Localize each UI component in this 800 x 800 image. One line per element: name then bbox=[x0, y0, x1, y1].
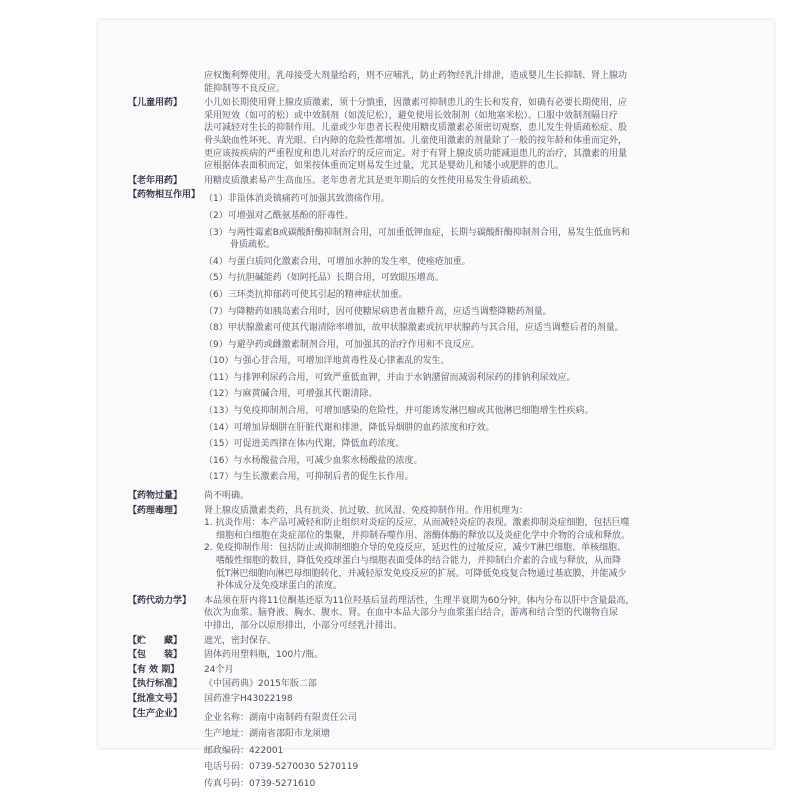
text-line: 肾上腺皮质激素类药，具有抗炎、抗过敏、抗风湿、免疫抑制作用。作用机理为： bbox=[204, 505, 529, 516]
elderly-text bbox=[204, 175, 768, 188]
list-item bbox=[204, 227, 768, 252]
text-line: （3）与两性霉素B或碳酸酐酶抑制剂合用，可加重低钾血症，长期与碳酸酐酶抑制剂合用，易发生低血钙和 bbox=[204, 227, 630, 238]
section-label: 【儿童用药】 bbox=[128, 98, 183, 109]
list-item bbox=[204, 272, 768, 285]
text-line: （14）可增加异烟肼在肝脏代谢和排泄，降低异烟肼的血药浓度和疗效。 bbox=[204, 422, 495, 433]
list-item bbox=[204, 193, 768, 206]
list-item bbox=[204, 339, 768, 352]
approval-text: 国药准字H43022198 bbox=[204, 693, 293, 704]
section-label-empty bbox=[128, 70, 204, 95]
text-line: 应权衡利弊使用。乳母接受大剂量给药，则不应哺乳，防止药物经乳汁排泄，造成婴儿生长抑制、肾上腺功 bbox=[204, 71, 628, 81]
text-line: 小儿如长期使用肾上腺皮质激素，须十分慎重，因激素可抑制患儿的生长和发育，如确有必要长期使用，应 bbox=[204, 98, 628, 109]
section-label: 【执行标准】 bbox=[128, 679, 183, 690]
text-line: （15）可促进美西律在体内代谢，降低血药浓度。 bbox=[204, 439, 405, 450]
list-item bbox=[204, 405, 768, 418]
text-line: （8）甲状腺激素可使其代谢清除率增加，故甲状腺激素或抗甲状腺药与其合用，应适当调整后者的剂量。 bbox=[204, 323, 624, 334]
section-label: 【贮 藏】 bbox=[128, 635, 183, 646]
text-line: 嗜酸性细胞的数目，降低免疫球蛋白与细胞表面受体的结合能力，并抑制白介素的合成与释放，从而降 bbox=[216, 556, 622, 566]
section-expiry bbox=[128, 664, 768, 677]
text-line: 细胞和白细胞在炎症部位的集聚，并抑制吞噬作用、溶酶体酶的释放以及炎症化学中介物的合成和释放。 bbox=[216, 530, 631, 541]
manufacturer-line: 生产地址：湖南省邵阳市龙须塘 bbox=[204, 729, 331, 740]
section-label: 【批准文号】 bbox=[128, 693, 183, 704]
manufacturer-line: 邮政编码：422001 bbox=[204, 745, 284, 756]
pharmacokinetics-text bbox=[204, 595, 768, 633]
text-line: 更应该按疾病的严重程度和患儿对治疗的反应而定。对于有肾上腺皮质功能减退患儿的治疗，其激素的用量 bbox=[204, 148, 628, 159]
section-label: 【药代动力学】 bbox=[128, 595, 192, 606]
section-label: 【药物过量】 bbox=[128, 491, 183, 502]
children-text bbox=[204, 97, 768, 173]
text-line: 尚不明确。 bbox=[204, 491, 250, 502]
section-interactions bbox=[128, 189, 768, 488]
standard-text: 《中国药典》2015年版二部 bbox=[204, 679, 317, 690]
text-line: 依次为血浆、脑脊液、胸水、腹水、肾。在血中本品大部分与血浆蛋白结合，游离和结合型的代谢物自尿 bbox=[204, 608, 619, 619]
expiry-text: 24个月 bbox=[204, 664, 234, 675]
section-overdose bbox=[128, 490, 768, 503]
package-text: 固体药用塑料瓶，100片/瓶。 bbox=[204, 650, 324, 661]
section-pharmacokinetics bbox=[128, 595, 768, 633]
text-line: 法可减轻对生长的抑制作用。儿童或少年患者长程使用糖皮质激素必须密切观察，患儿发生骨质疏松症、股 bbox=[204, 123, 628, 134]
list-item bbox=[204, 422, 768, 435]
manufacturer-line: 电话号码：0739-5270030 5270119 bbox=[204, 762, 359, 773]
storage-text: 遮光，密封保存。 bbox=[204, 635, 277, 646]
manufacturer-line: 企业名称：湖南中南制药有限责任公司 bbox=[204, 712, 358, 723]
text-line: 本品须在肝内将11位酮基还原为11位羟基后显药理活性，生理半衰期为60分钟。体内分布以肝中含量最高， bbox=[204, 595, 635, 606]
text-line: （5）与抗胆碱能药（如阿托品）长期合用，可致眼压增高。 bbox=[204, 273, 444, 284]
section-children bbox=[128, 97, 768, 173]
manufacturer-line: 传真号码：0739-5271610 bbox=[204, 778, 316, 789]
list-item bbox=[204, 355, 768, 368]
section-storage bbox=[128, 635, 768, 648]
text-line: （9）与避孕药或雌激素制剂合用，可加强其的治疗作用和不良反应。 bbox=[204, 339, 480, 350]
section-label: 【药物相互作用】 bbox=[128, 190, 201, 201]
text-line: 低T淋巴细胞向淋巴母细胞转化，并减轻原发免疫反应的扩展。可降低免疫复合物通过基底膜，并能减少 bbox=[216, 568, 627, 579]
text-line: 骨质疏松。 bbox=[230, 240, 276, 251]
overdose-text bbox=[204, 490, 768, 503]
text-line: （4）与蛋白质同化激素合用，可增加水肿的发生率，使痤疮加重。 bbox=[204, 256, 471, 267]
text-line: （13）与免疫抑制剂合用，可增加感染的危险性，并可能诱发淋巴瘤或其他淋巴细胞增生性疾病。 bbox=[204, 406, 594, 417]
list-item bbox=[204, 210, 768, 223]
text-line: 采用短效（如可的松）或中效制剂（如泼尼松），避免使用长效制剂（如地塞米松）。口服中效制剂隔日疗 bbox=[204, 110, 619, 121]
section-label: 【药理毒理】 bbox=[128, 505, 183, 516]
section-package bbox=[128, 649, 768, 662]
list-item bbox=[204, 372, 768, 385]
text-line: 骨头缺血性坏死、青光眼、白内障的危险性都增加。儿童使用激素的剂量除了一般的按年龄和体重而定外， bbox=[204, 135, 628, 146]
lactation-text bbox=[204, 70, 768, 95]
text-line: （11）与排钾利尿药合用，可致严重低血钾，并由于水钠潴留而减弱利尿药的排钠利尿效应。 bbox=[204, 372, 576, 383]
section-lactation-continued bbox=[128, 70, 768, 95]
leaflet-paper bbox=[98, 20, 774, 789]
text-line: （2）可增强对乙酰氨基酚的肝毒性。 bbox=[204, 210, 354, 221]
section-label: 【生产企业】 bbox=[128, 708, 183, 719]
list-item bbox=[204, 455, 768, 468]
section-label: 【有 效 期】 bbox=[128, 664, 180, 675]
list-item bbox=[204, 322, 768, 335]
section-approval bbox=[128, 693, 768, 706]
text-line: 2. 免疫抑制作用：包括防止或抑制细胞介导的免疫反应，延迟性的过敏反应，减少T淋巴细胞、单核细胞、 bbox=[204, 543, 626, 554]
list-item bbox=[204, 289, 768, 302]
list-item bbox=[204, 388, 768, 401]
text-line: （7）与降糖药如胰岛素合用时，因可使糖尿病患者血糖升高，应适当调整降糖药剂量。 bbox=[204, 306, 552, 317]
manufacturer-text bbox=[204, 708, 768, 795]
text-line: （17）与生长激素合用，可抑制后者的促生长作用。 bbox=[204, 472, 414, 483]
list-item bbox=[204, 306, 768, 319]
text-line: 补体成分及免疫球蛋白的浓度。 bbox=[216, 581, 343, 592]
section-pharmacology bbox=[128, 505, 768, 593]
text-line: （6）三环类抗抑郁药可使其引起的精神症状加重。 bbox=[204, 289, 408, 300]
text-line: （16）与水杨酸盐合用，可减少血浆水杨酸盐的浓度。 bbox=[204, 455, 423, 466]
interactions-list bbox=[204, 189, 768, 488]
list-item bbox=[204, 438, 768, 451]
pharmacology-text bbox=[204, 505, 768, 593]
section-standard bbox=[128, 678, 768, 691]
text-line: （12）与麻黄碱合用，可增强其代谢清除。 bbox=[204, 389, 378, 400]
leaflet-content bbox=[128, 70, 768, 797]
text-line: （10）与强心苷合用，可增加洋地黄毒性及心律紊乱的发生。 bbox=[204, 356, 450, 367]
section-label: 【老年用药】 bbox=[128, 175, 183, 186]
text-line: 1. 抗炎作用：本产品可减轻和防止组织对炎症的反应，从而减轻炎症的表现。激素抑制炎症细胞，包括巨噬 bbox=[204, 518, 630, 529]
text-line: 用糖皮质激素易产生高血压。老年患者尤其是更年期后的女性使用易发生骨质疏松。 bbox=[204, 175, 538, 186]
list-item bbox=[204, 471, 768, 484]
section-elderly bbox=[128, 175, 768, 188]
section-manufacturer bbox=[128, 708, 768, 795]
text-line: 应根据体表面积而定，如果按体重而定则易发生过量，尤其是婴幼儿和矮小或肥胖的患儿。 bbox=[204, 161, 565, 172]
text-line: 能抑制等不良反应。 bbox=[204, 83, 286, 94]
text-line: （1）非甾体消炎镇痛药可加强其致溃疡作用。 bbox=[204, 194, 390, 205]
list-item bbox=[204, 256, 768, 269]
text-line: 中排出，部分以原形排出，小部分可经乳汁排出。 bbox=[204, 620, 403, 631]
section-label: 【包 装】 bbox=[128, 650, 183, 661]
